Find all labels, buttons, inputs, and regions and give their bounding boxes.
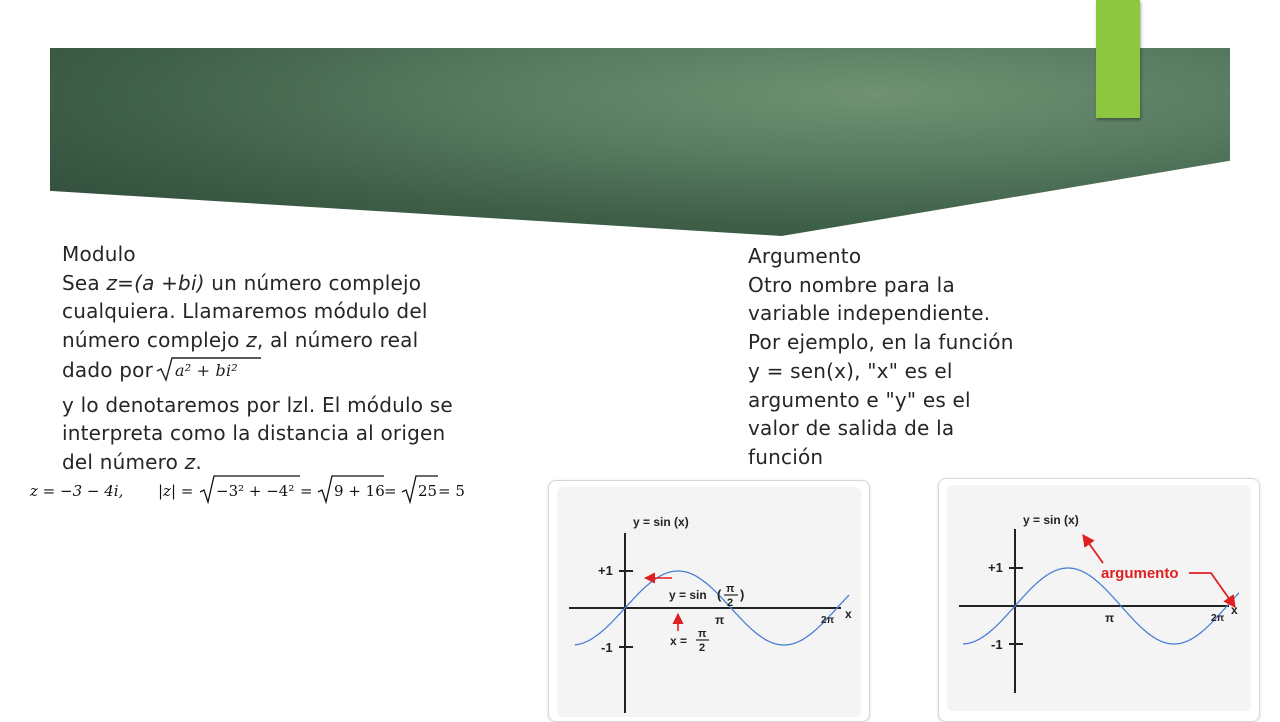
- modulo-line-5: y lo denotaremos por lzl. El módulo se: [62, 392, 453, 417]
- graph2-x-label: x: [1231, 603, 1238, 617]
- graph1-minus-one: -1: [601, 640, 613, 655]
- green-accent-bar: [1096, 0, 1140, 118]
- sine-graph-1: [549, 481, 869, 721]
- example-abs: |z| =: [158, 482, 194, 500]
- svg-text:): ): [740, 587, 745, 602]
- argumento-line: valor de salida de la: [748, 416, 955, 441]
- argumento-line: función: [748, 444, 824, 469]
- argumento-line: variable independiente.: [748, 301, 991, 326]
- modulo-example-formula: [28, 472, 468, 512]
- graph2-two-pi-label: 2π: [1211, 613, 1225, 624]
- graph1-pi-label: π: [715, 613, 725, 627]
- svg-text:2: 2: [699, 642, 706, 654]
- svg-text:(: (: [717, 587, 722, 602]
- graph1-annot-x: x =: [670, 634, 688, 648]
- example-result: = 5: [438, 482, 465, 500]
- sine-graph-2: [939, 479, 1259, 721]
- graph1-plus-one: +1: [598, 563, 613, 578]
- svg-text:=: =: [300, 482, 313, 500]
- svg-text:π: π: [726, 583, 735, 595]
- modulo-line-1: Sea z=(a +bi) un número complejo: [62, 270, 422, 295]
- example-radicand-3: 25: [418, 482, 438, 500]
- modulo-line-6: interpreta como la distancia al origen: [62, 421, 446, 446]
- graph1-annot-y: y = sin: [669, 588, 707, 602]
- graph2-plus-one: +1: [988, 560, 1003, 575]
- sine-graph-panel-2: [938, 478, 1260, 722]
- modulo-title: Modulo: [62, 242, 136, 266]
- argumento-line: Por ejemplo, en la función: [748, 330, 1014, 355]
- modulo-line-2: cualquiera. Llamaremos módulo del: [62, 299, 428, 324]
- example-radicand-1: −3² + −4²: [216, 482, 295, 500]
- argumento-line: Otro nombre para la: [748, 272, 955, 297]
- modulo-line-7: del número z.: [62, 449, 202, 474]
- modulo-line-4: dado por a² + bi²: [62, 355, 482, 391]
- z-expression: z=(a +bi): [106, 270, 205, 295]
- sqrt-formula: [153, 355, 263, 391]
- graph1-axis-title: y = sin (x): [633, 515, 689, 529]
- argumento-line: y = sen(x), "x" es el: [748, 358, 953, 383]
- sqrt-formula-text: a² + bi²: [175, 360, 238, 380]
- argumento-label: argumento: [1101, 565, 1179, 582]
- modulo-line-3: número complejo z, al número real: [62, 328, 419, 353]
- argumento-line: argumento e "y" es el: [748, 387, 971, 412]
- sine-graph-panel-1: [548, 480, 870, 722]
- svg-text:2: 2: [727, 597, 734, 609]
- modulo-section: [62, 240, 482, 477]
- argumento-section: [748, 242, 1068, 472]
- graph1-x-label: x: [845, 607, 852, 621]
- graph2-minus-one: -1: [991, 637, 1003, 652]
- header-banner: [50, 48, 1230, 236]
- svg-text:π: π: [698, 628, 707, 640]
- graph2-axis-title: y = sin (x): [1023, 513, 1079, 527]
- example-radicand-2: 9 + 16: [334, 482, 385, 500]
- graph2-pi-label: π: [1105, 611, 1115, 625]
- graph1-two-pi-label: 2π: [821, 615, 835, 626]
- svg-text:=: =: [384, 482, 397, 500]
- example-z: z = −3 − 4i,: [30, 482, 124, 500]
- argumento-title: Argumento: [748, 244, 862, 268]
